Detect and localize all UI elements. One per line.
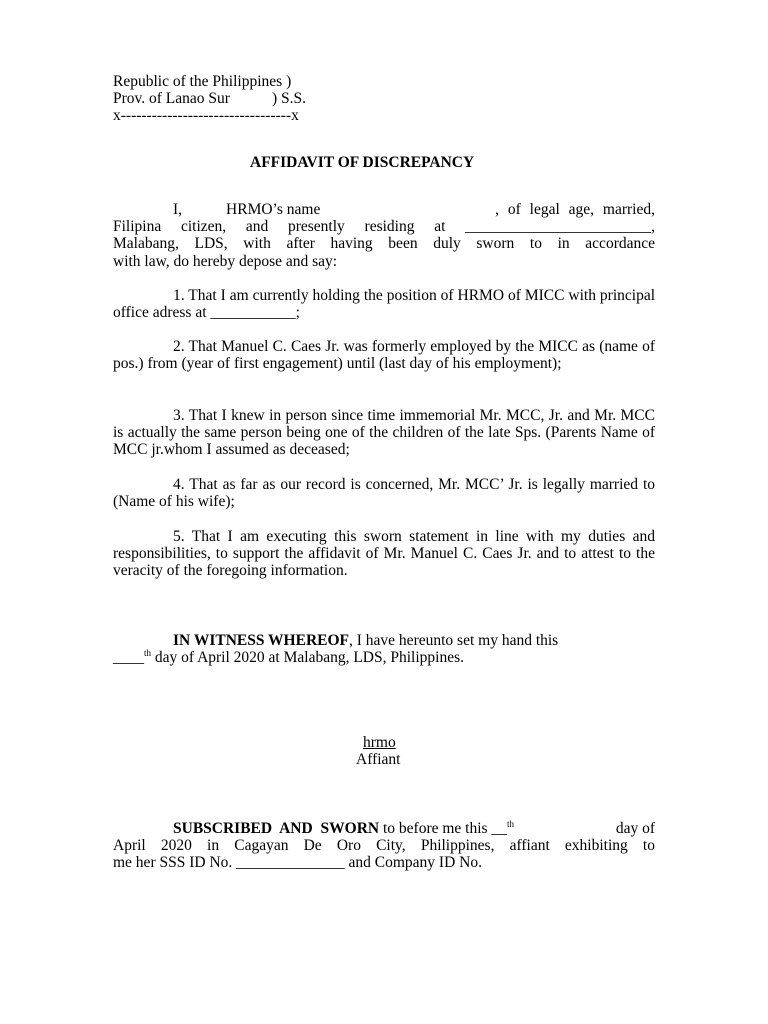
- intro-line-4: with law, do hereby depose and say:: [113, 252, 338, 270]
- jurat-rest-1: to before me this __: [379, 820, 507, 837]
- witness-clause: [113, 632, 655, 666]
- venue-line-province: [113, 90, 655, 107]
- list-item-5: 5. That I am executing this sworn statement in line with my duties and responsibilities, to support the affidavit of Mr. Manuel C. Caes Jr. and to attest to the veracity of the foregoing information.: [113, 528, 655, 580]
- witness-line-2: [113, 649, 655, 666]
- jurat-clause: [113, 820, 655, 872]
- jurat-rest-2: day of: [615, 820, 655, 837]
- venue-separator: x---------------------------------x: [113, 107, 299, 125]
- jurat-line-3: me her SSS ID No. ______________ and Company ID No.: [113, 854, 482, 872]
- intro-paragraph: [113, 201, 655, 270]
- intro-line-3: Malabang, LDS, with after having been duly sworn to in accordance: [113, 235, 655, 253]
- jurat-bold: SUBSCRIBED AND SWORN: [173, 820, 380, 837]
- witness-day-blank: ____: [113, 649, 144, 667]
- jurat-line-2: April 2020 in Cagayan De Oro City, Philippines, affiant exhibiting to: [113, 837, 655, 855]
- signature-name-row: [113, 734, 655, 751]
- venue-header: [113, 73, 655, 125]
- intro-line-1: [113, 201, 655, 218]
- intro-line-2: Filipina citizen, and presently residing at ________________________,: [113, 218, 655, 236]
- signature-block: [113, 734, 655, 768]
- list-item-1: 1. That I am currently holding the position of HRMO of MICC with principal office adress at ___________;: [113, 287, 655, 322]
- list-item-3: 3. That I knew in person since time immemorial Mr. MCC, Jr. and Mr. MCC is actually the same person being one of the children of the late Sps. (Parents Name of MCC jr.whom I assumed as deceased;: [113, 407, 655, 459]
- witness-rest-2: day of April 2020 at Malabang, LDS, Philippines.: [151, 649, 464, 667]
- signature-role: Affiant: [356, 751, 401, 769]
- witness-bold: IN WITNESS WHEREOF: [173, 632, 350, 649]
- jurat-day-suffix: th: [506, 819, 514, 829]
- witness-rest-1: , I have hereunto set my hand this: [349, 632, 559, 649]
- venue-line-republic: Republic of the Philippines ): [113, 73, 292, 90]
- affiant-name-placeholder: HRMO’s name: [226, 201, 321, 218]
- list-item-4: 4. That as far as our record is concerned, Mr. MCC’ Jr. is legally married to (Name of his wife);: [113, 476, 655, 511]
- intro-i: I,: [173, 201, 183, 218]
- intro-rest-1: , of legal age, married,: [495, 201, 655, 218]
- document-title: AFFIDAVIT OF DISCREPANCY: [250, 154, 475, 171]
- list-item-2: 2. That Manuel C. Caes Jr. was formerly employed by the MICC as (name of pos.) from (year of first engagement) until (last day of his employment);: [113, 338, 655, 373]
- signature-name: hrmo: [363, 734, 396, 751]
- venue-province-label: Prov. of Lanao Sur: [113, 90, 230, 108]
- witness-day-suffix: th: [144, 648, 152, 659]
- witness-line-1: [113, 632, 655, 649]
- venue-ss-label: ) S.S.: [271, 90, 306, 108]
- jurat-line-1: [113, 820, 655, 837]
